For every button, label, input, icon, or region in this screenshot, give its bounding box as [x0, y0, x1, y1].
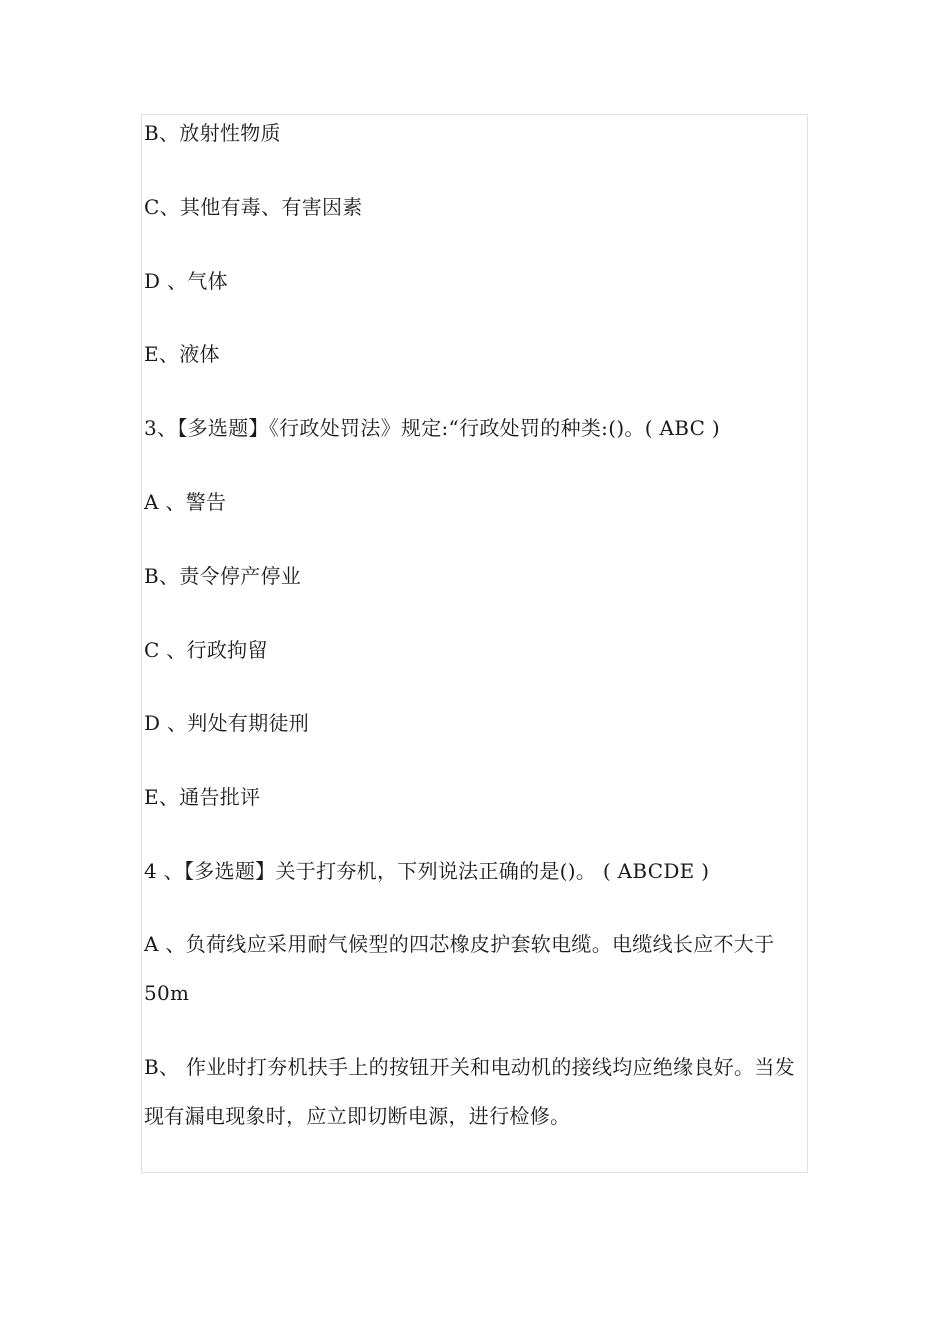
option-c-toxic-factors: C、其他有毒、有害因素: [144, 195, 363, 219]
q3-option-d: D 、判处有期徒刑: [144, 711, 310, 735]
option-b-radioactive: B、放射性物质: [144, 121, 281, 145]
q3-option-b: B、责令停产停业: [144, 564, 302, 588]
question-4: 4 、【多选题】关于打夯机，下列说法正确的是()。 ( ABCDE ): [144, 859, 710, 883]
q4-option-a: A 、负荷线应采用耐气候型的四芯橡皮护套软电缆。电缆线长应不大于50m: [144, 932, 775, 1005]
question-3: 3、【多选题】《行政处罚法》规定:“行政处罚的种类:()。( ABC ): [144, 416, 720, 440]
q3-option-a: A 、警告: [144, 490, 227, 514]
q3-option-e: E、通告批评: [144, 785, 261, 809]
q3-option-c: C 、行政拘留: [144, 638, 268, 662]
q4-option-b: B、 作业时打夯机扶手上的按钮开关和电动机的接线均应绝缘良好。当发现有漏电现象时，应立即切断电源，进行检修。: [144, 1055, 795, 1128]
option-e-liquid: E、液体: [144, 342, 220, 366]
option-d-gas: D 、气体: [144, 269, 228, 293]
